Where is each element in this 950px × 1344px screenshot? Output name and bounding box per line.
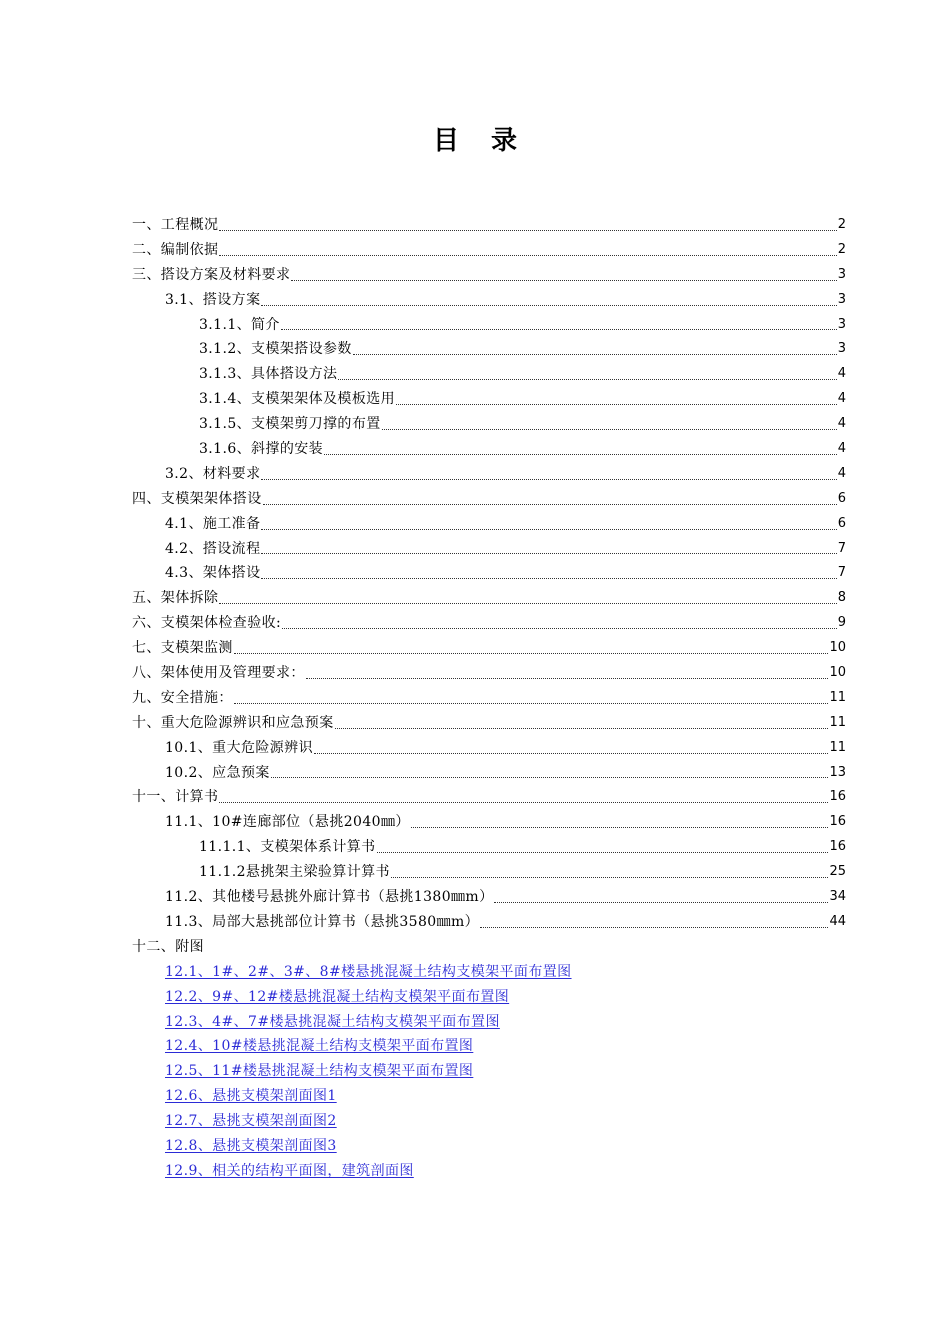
toc-entry-title: 11.2、其他楼号悬挑外廊计算书（悬挑1380㎜m） bbox=[165, 889, 494, 906]
toc-page-number: 16 bbox=[829, 789, 846, 805]
toc-link-entry[interactable] bbox=[132, 1134, 846, 1159]
toc-entry-title: 二、编制依据 bbox=[132, 241, 219, 258]
toc-page-number: 16 bbox=[829, 839, 846, 855]
toc-page-number: 44 bbox=[829, 913, 846, 929]
toc-page-number: 2 bbox=[837, 241, 846, 257]
toc-dot-leader bbox=[382, 428, 837, 430]
toc-entry[interactable] bbox=[132, 561, 846, 586]
toc-entry-title: 11.1、10#连廊部位（悬挑2040㎜） bbox=[165, 814, 410, 831]
toc-entry-title: 4.2、搭设流程 bbox=[165, 540, 261, 557]
toc-entry-title: 3.1.5、支模架剪刀撑的布置 bbox=[199, 416, 381, 433]
toc-entry-title: 十二、附图 bbox=[132, 938, 204, 955]
toc-link-entry[interactable] bbox=[132, 1034, 846, 1059]
table-of-contents bbox=[132, 213, 846, 1184]
toc-dot-leader bbox=[391, 876, 829, 878]
toc-link-entry[interactable] bbox=[132, 1059, 846, 1084]
toc-page-number: 34 bbox=[829, 889, 846, 905]
toc-dot-leader bbox=[234, 652, 829, 654]
toc-entry-title[interactable]: 12.5、11#楼悬挑混凝土结构支模架平面布置图 bbox=[165, 1063, 474, 1080]
toc-dot-leader bbox=[314, 752, 828, 754]
toc-entry[interactable] bbox=[132, 736, 846, 761]
toc-entry-title: 4.1、施工准备 bbox=[165, 515, 261, 532]
toc-dot-leader bbox=[324, 453, 837, 455]
toc-dot-leader bbox=[261, 304, 836, 306]
toc-page-number: 11 bbox=[829, 689, 846, 705]
toc-entry[interactable] bbox=[132, 611, 846, 636]
toc-entry-title: 五、架体拆除 bbox=[132, 590, 219, 607]
toc-entry-title: 十一、计算书 bbox=[132, 789, 219, 806]
toc-page-number: 10 bbox=[829, 665, 846, 681]
toc-page-number: 4 bbox=[837, 441, 846, 457]
toc-page-number: 6 bbox=[837, 490, 846, 506]
toc-entry[interactable] bbox=[132, 512, 846, 537]
toc-dot-leader bbox=[261, 528, 836, 530]
toc-entry-title: 七、支模架监测 bbox=[132, 640, 233, 657]
toc-entry[interactable] bbox=[132, 711, 846, 736]
toc-dot-leader bbox=[219, 602, 836, 604]
toc-dot-leader bbox=[281, 328, 837, 330]
toc-entry[interactable] bbox=[132, 288, 846, 313]
toc-entry-title[interactable]: 12.8、悬挑支模架剖面图3 bbox=[165, 1137, 337, 1154]
toc-link-entry[interactable] bbox=[132, 960, 846, 985]
toc-entry[interactable] bbox=[132, 785, 846, 810]
toc-dot-leader bbox=[377, 851, 829, 853]
toc-entry[interactable] bbox=[132, 437, 846, 462]
toc-dot-leader bbox=[306, 677, 829, 679]
toc-dot-leader bbox=[480, 926, 828, 928]
toc-link-entry[interactable] bbox=[132, 1159, 846, 1184]
toc-entry-title: 11.1.2悬挑架主梁验算计算书 bbox=[199, 864, 390, 881]
toc-page-number: 3 bbox=[837, 316, 846, 332]
toc-dot-leader bbox=[411, 826, 829, 828]
toc-entry[interactable] bbox=[132, 362, 846, 387]
toc-dot-leader bbox=[219, 254, 836, 256]
toc-entry[interactable] bbox=[132, 935, 846, 960]
toc-page-number: 6 bbox=[837, 515, 846, 531]
toc-dot-leader bbox=[271, 776, 829, 778]
toc-entry[interactable] bbox=[132, 412, 846, 437]
toc-dot-leader bbox=[219, 229, 836, 231]
toc-entry-title: 10.2、应急预案 bbox=[165, 764, 270, 781]
toc-entry-title[interactable]: 12.7、悬挑支模架剖面图2 bbox=[165, 1113, 337, 1130]
toc-page-number: 9 bbox=[837, 615, 846, 631]
toc-entry-title: 10.1、重大危险源辨识 bbox=[165, 739, 313, 756]
toc-link-entry[interactable] bbox=[132, 1010, 846, 1035]
toc-page-number: 4 bbox=[837, 416, 846, 432]
toc-entry-title: 八、架体使用及管理要求： bbox=[132, 665, 305, 682]
toc-entry-title: 3.1、搭设方案 bbox=[165, 291, 261, 308]
toc-page-number: 10 bbox=[829, 640, 846, 656]
toc-link-entry[interactable] bbox=[132, 1084, 846, 1109]
toc-page-number: 3 bbox=[837, 266, 846, 282]
toc-entry-title: 3.1.3、具体搭设方法 bbox=[199, 366, 338, 383]
toc-page-number: 11 bbox=[829, 739, 846, 755]
toc-entry[interactable] bbox=[132, 910, 846, 935]
toc-entry[interactable] bbox=[132, 636, 846, 661]
toc-page-number: 16 bbox=[829, 814, 846, 830]
toc-entry-title: 九、安全措施： bbox=[132, 689, 233, 706]
toc-dot-leader bbox=[338, 378, 836, 380]
toc-entry-title[interactable]: 12.2、9#、12#楼悬挑混凝土结构支模架平面布置图 bbox=[165, 988, 510, 1005]
toc-page-number: 8 bbox=[837, 590, 846, 606]
toc-entry[interactable] bbox=[132, 238, 846, 263]
toc-page-number: 4 bbox=[837, 465, 846, 481]
toc-entry-title: 六、支模架体检查验收: bbox=[132, 615, 282, 632]
toc-entry[interactable] bbox=[132, 313, 846, 338]
toc-entry-title: 四、支模架架体搭设 bbox=[132, 490, 262, 507]
toc-page-number: 13 bbox=[829, 764, 846, 780]
toc-entry-title: 三、搭设方案及材料要求 bbox=[132, 266, 291, 283]
toc-page-number: 3 bbox=[837, 291, 846, 307]
toc-entry-title[interactable]: 12.1、1#、2#、3#、8#楼悬挑混凝土结构支模架平面布置图 bbox=[165, 963, 572, 980]
toc-entry[interactable] bbox=[132, 537, 846, 562]
toc-page-number: 7 bbox=[837, 565, 846, 581]
toc-page-number: 4 bbox=[837, 391, 846, 407]
toc-entry-title: 3.1.6、斜撑的安装 bbox=[199, 441, 324, 458]
toc-entry[interactable] bbox=[132, 835, 846, 860]
toc-entry-title: 3.2、材料要求 bbox=[165, 465, 261, 482]
toc-dot-leader bbox=[353, 353, 837, 355]
toc-entry-title: 3.1.1、简介 bbox=[199, 316, 280, 333]
toc-dot-leader bbox=[396, 403, 837, 405]
toc-entry[interactable] bbox=[132, 885, 846, 910]
toc-link-entry[interactable] bbox=[132, 985, 846, 1010]
toc-entry[interactable] bbox=[132, 213, 846, 238]
toc-page-number: 4 bbox=[837, 366, 846, 382]
toc-dot-leader bbox=[335, 727, 829, 729]
toc-dot-leader bbox=[261, 478, 836, 480]
toc-dot-leader bbox=[261, 552, 836, 554]
toc-entry[interactable] bbox=[132, 462, 846, 487]
title-char-1: 目 bbox=[432, 126, 459, 156]
toc-entry-title[interactable]: 12.3、4#、7#楼悬挑混凝土结构支模架平面布置图 bbox=[165, 1013, 500, 1030]
toc-entry[interactable] bbox=[132, 387, 846, 412]
toc-link-entry[interactable] bbox=[132, 1109, 846, 1134]
toc-entry-title[interactable]: 12.4、10#楼悬挑混凝土结构支模架平面布置图 bbox=[165, 1038, 474, 1055]
toc-page-number: 7 bbox=[837, 540, 846, 556]
toc-page-number: 11 bbox=[829, 714, 846, 730]
page-title bbox=[0, 120, 950, 157]
toc-entry-title: 十、重大危险源辨识和应急预案 bbox=[132, 714, 334, 731]
toc-entry[interactable] bbox=[132, 263, 846, 288]
toc-entry-title: 一、工程概况 bbox=[132, 217, 219, 233]
toc-dot-leader bbox=[261, 577, 836, 579]
toc-entry[interactable] bbox=[132, 661, 846, 686]
toc-entry-title: 3.1.2、支模架搭设参数 bbox=[199, 341, 352, 358]
toc-entry-title[interactable]: 12.9、相关的结构平面图，建筑剖面图 bbox=[165, 1162, 414, 1179]
toc-entry[interactable] bbox=[132, 487, 846, 512]
toc-entry[interactable] bbox=[132, 761, 846, 786]
toc-dot-leader bbox=[219, 801, 828, 803]
toc-entry[interactable] bbox=[132, 810, 846, 835]
toc-dot-leader bbox=[263, 503, 837, 505]
toc-entry[interactable] bbox=[132, 686, 846, 711]
toc-dot-leader bbox=[494, 901, 828, 903]
toc-entry[interactable] bbox=[132, 860, 846, 885]
toc-page-number: 2 bbox=[837, 217, 846, 232]
toc-page-number: 3 bbox=[837, 341, 846, 357]
toc-entry[interactable] bbox=[132, 337, 846, 362]
toc-entry-title: 3.1.4、支模架架体及模板选用 bbox=[199, 391, 396, 408]
title-char-2: 录 bbox=[491, 126, 518, 156]
toc-entry[interactable] bbox=[132, 586, 846, 611]
toc-page-number: 25 bbox=[829, 864, 846, 880]
toc-entry-title[interactable]: 12.6、悬挑支模架剖面图1 bbox=[165, 1088, 337, 1105]
toc-dot-leader bbox=[234, 702, 829, 704]
toc-entry-title: 4.3、架体搭设 bbox=[165, 565, 261, 582]
toc-dot-leader bbox=[291, 279, 836, 281]
toc-entry-title: 11.3、局部大悬挑部位计算书（悬挑3580㎜m） bbox=[165, 913, 480, 930]
toc-dot-leader bbox=[282, 627, 837, 629]
toc-entry-title: 11.1.1、支模架体系计算书 bbox=[199, 839, 376, 856]
